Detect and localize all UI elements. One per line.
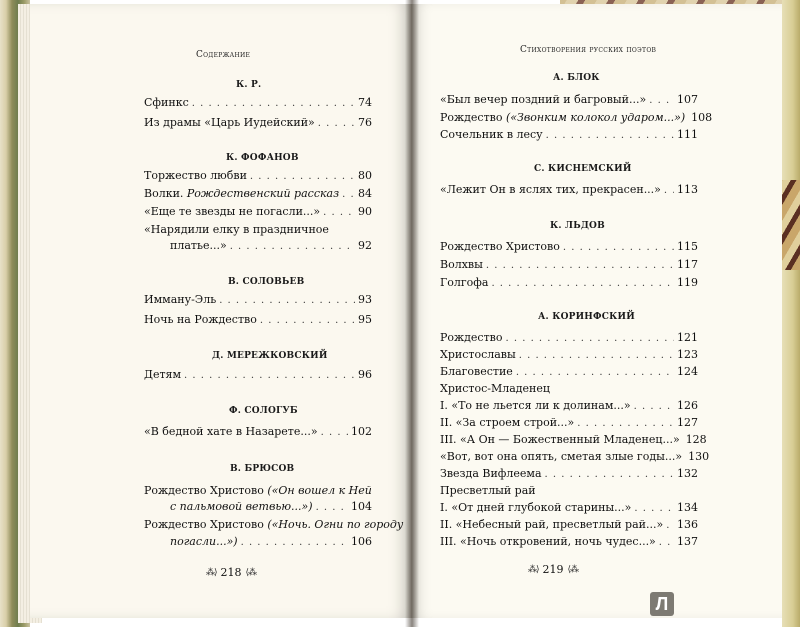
toc-entry[interactable]: Звезда Вифлеема . . . 132 <box>440 467 698 483</box>
toc-entry[interactable]: Волки. Рождественский рассказ . . . 84 <box>144 187 372 203</box>
toc-entry[interactable]: I. «То не льется ли к долинам...» . . . 126 <box>440 399 698 415</box>
section-author: А. БЛОК <box>553 73 600 83</box>
toc-entry[interactable]: Христославы . . . 123 <box>440 348 698 364</box>
section-author: Д. МЕРЕЖКОВСКИЙ <box>212 351 328 361</box>
toc-entry[interactable]: с пальмовой ветвью...») . . . 104 <box>170 500 372 516</box>
toc-entry[interactable]: Детям . . . 96 <box>144 368 372 384</box>
toc-entry[interactable]: Благовестие . . . 124 <box>440 365 698 381</box>
toc-entry[interactable]: Имману-Эль . . . 93 <box>144 293 372 309</box>
toc-entry-heading[interactable]: Христос-Младенец <box>440 382 550 395</box>
toc-entry[interactable]: «Еще те звезды не погасли...» . . . 90 <box>144 205 372 221</box>
ornament-icon: ⟨⁂ <box>567 564 579 575</box>
ornament-icon: ⁂⟩ <box>528 564 539 575</box>
toc-entry[interactable]: I. «От дней глубокой старины...» . . . 134 <box>440 501 698 517</box>
section-author: К. ЛЬДОВ <box>550 221 605 231</box>
toc-entry[interactable]: Торжество любви . . . 80 <box>144 169 372 185</box>
page-number: ⁂⟩ 219 ⟨⁂ <box>528 563 579 576</box>
toc-entry-line1[interactable]: Рождество Христово («Он вошел к Ней <box>144 484 372 497</box>
toc-entry-line1[interactable]: «Нарядили елку в праздничное <box>144 223 329 236</box>
toc-entry[interactable]: Рождество («Звонким колокол ударом...») 108 <box>440 111 713 124</box>
toc-entry-line1[interactable]: Рождество Христово («Ночь. Огни по городу <box>144 518 404 531</box>
toc-entry[interactable]: Волхвы . . . 117 <box>440 258 698 274</box>
toc-entry[interactable]: «Лежит Он в яслях тих, прекрасен...» . . . 113 <box>440 183 698 199</box>
toc-entry[interactable]: Рождество . . . 121 <box>440 331 698 347</box>
toc-entry[interactable]: «Вот, вот она опять, сметая злые годы...» 130 <box>440 450 710 463</box>
section-author: В. СОЛОВЬЕВ <box>228 277 305 287</box>
running-head: Стихотворения русских поэтов <box>520 45 657 55</box>
page-number: ⁂⟩ 218 ⟨⁂ <box>206 566 257 579</box>
toc-entry[interactable]: Сфинкс . . . 74 <box>144 96 372 112</box>
section-author: К. ФОФАНОВ <box>226 153 299 163</box>
toc-entry[interactable]: Ночь на Рождество . . . 95 <box>144 313 372 329</box>
toc-entry[interactable]: Голгофа . . . 119 <box>440 276 698 292</box>
section-author: Ф. СОЛОГУБ <box>229 406 298 416</box>
ornament-icon: ⟨⁂ <box>245 567 257 578</box>
section-author: А. КОРИНФСКИЙ <box>538 312 635 322</box>
section-author: К. Р. <box>236 80 262 90</box>
section-author: В. БРЮСОВ <box>230 464 295 474</box>
toc-entry[interactable]: II. «За строем строй...» . . . 127 <box>440 416 698 432</box>
toc-entry-heading[interactable]: Пресветлый рай <box>440 484 536 497</box>
running-head: Содержание <box>196 50 251 60</box>
toc-entry[interactable]: III. «Ночь откровений, ночь чудес...» . . . 137 <box>440 535 698 551</box>
toc-entry[interactable]: «Был вечер поздний и багровый...» . . . 107 <box>440 93 698 109</box>
toc-entry[interactable]: Рождество Христово . . . 115 <box>440 240 698 256</box>
book-gutter <box>405 0 419 627</box>
toc-entry[interactable]: Сочельник в лесу . . . 111 <box>440 128 698 144</box>
toc-entry[interactable]: III. «А Он — Божественный Младенец...» 128 <box>440 433 707 446</box>
ornament-icon: ⁂⟩ <box>206 567 217 578</box>
toc-entry[interactable]: Из драмы «Царь Иудейский» . . . 76 <box>144 116 372 132</box>
toc-entry[interactable]: платье...» . . . 92 <box>170 239 372 255</box>
toc-entry[interactable]: «В бедной хате в Назарете...» . . . 102 <box>144 425 372 441</box>
watermark-logo: Л <box>650 592 674 616</box>
toc-entry[interactable]: II. «Небесный рай, пресветлый рай...» . . . 136 <box>440 518 698 534</box>
section-author: С. КИСНЕМСКИЙ <box>534 164 632 174</box>
cover-decoration-right <box>782 180 800 270</box>
toc-entry[interactable]: погасли...») . . . 106 <box>170 535 372 551</box>
book-cover-right-edge <box>782 0 800 627</box>
